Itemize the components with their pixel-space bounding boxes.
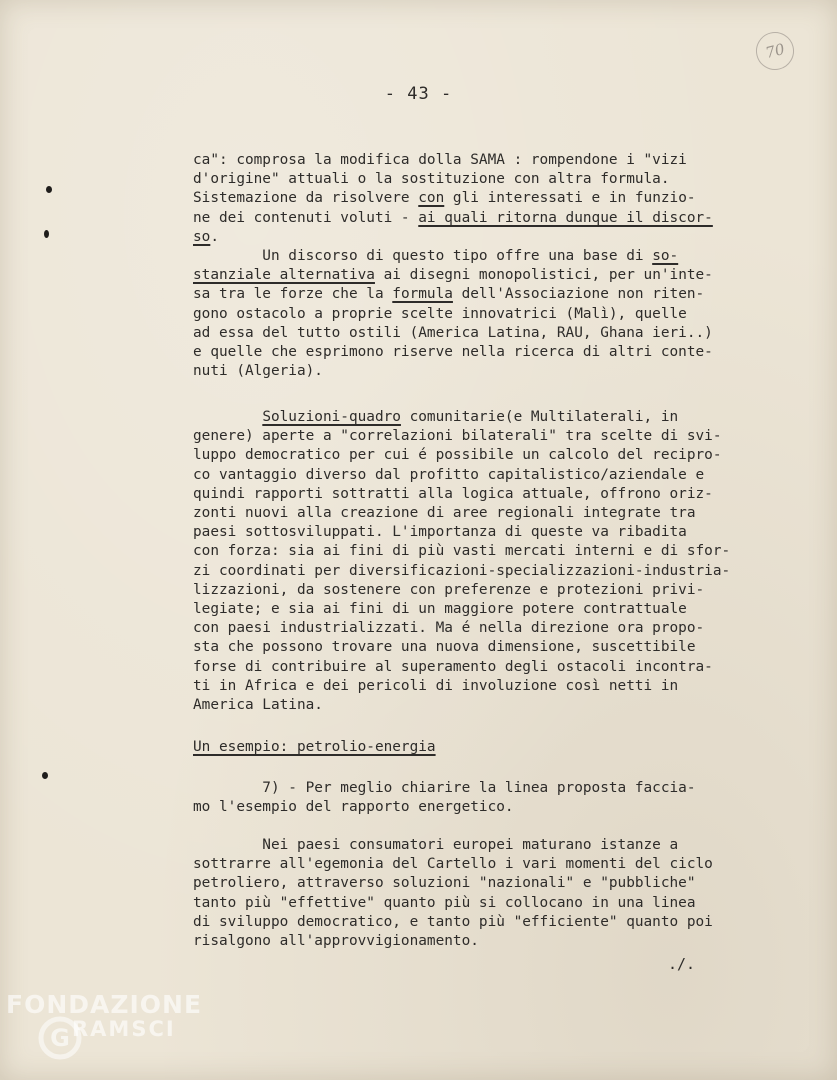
text-line xyxy=(193,247,823,266)
text-segment: ne dei contenuti voluti - xyxy=(193,209,419,226)
text-line xyxy=(193,658,823,677)
text-line xyxy=(193,523,823,542)
watermark-line-2: RAMSCI xyxy=(72,1017,176,1041)
underlined-text: con xyxy=(418,190,445,207)
text-line xyxy=(193,932,823,951)
text-line xyxy=(193,408,823,427)
text-line xyxy=(193,285,823,304)
text-segment: gli interessati e in funzio- xyxy=(444,190,696,207)
text-line xyxy=(193,305,823,324)
text-segment: co vantaggio diverso dal profitto capitalistico/aziendale e xyxy=(193,466,705,483)
text-segment: lizzazioni, da sostenere con preferenze e protezioni privi- xyxy=(193,581,705,598)
text-segment: Nei paesi consumatori europei maturano istanze a xyxy=(193,837,679,853)
text-line xyxy=(193,542,823,561)
text-segment: con paesi industrializzati. Ma é nella direzione ora propo- xyxy=(193,620,705,637)
underlined-text: ai quali ritorna dunque il discor- xyxy=(418,209,713,226)
text-line xyxy=(193,894,823,913)
page-continuation-mark: ./. xyxy=(668,955,696,973)
text-segment: d'origine" attuali o la sostituzione con altra formula. xyxy=(193,171,670,188)
text-segment: risalgono all'approvvigionamento. xyxy=(193,933,479,950)
underlined-text: Soluzioni-quadro xyxy=(262,409,401,425)
text-segment: paesi sottosviluppati. L'importanza di queste va ribadita xyxy=(193,524,687,541)
text-line xyxy=(193,677,823,696)
text-segment: di sviluppo democratico, e tanto più "efficiente" quanto poi xyxy=(193,913,713,930)
text-line xyxy=(193,466,823,485)
text-segment: America Latina. xyxy=(193,697,323,714)
text-line xyxy=(193,343,823,362)
text-segment xyxy=(193,409,262,425)
text-line xyxy=(193,619,823,638)
text-segment: mo l'esempio del rapporto energetico. xyxy=(193,799,514,816)
text-segment: con forza: sia ai fini di più vasti mercati interni e di sfor- xyxy=(193,543,731,560)
underlined-text: so- xyxy=(652,248,679,265)
text-line xyxy=(193,427,823,446)
text-segment: zonti nuovi alla creazione di aree regionali integrate tra xyxy=(193,505,696,522)
text-segment: sottrarre all'egemonia del Cartello i vari momenti del ciclo xyxy=(193,856,713,873)
underlined-text: stanziale alternativa xyxy=(193,267,375,284)
text-line xyxy=(193,913,823,932)
paragraph-4 xyxy=(193,836,823,951)
underlined-text: so xyxy=(193,228,211,245)
text-segment: legiate; e sia ai fini di un maggiore potere contrattuale xyxy=(193,601,687,618)
text-segment: zi coordinati per diversificazioni-specializzazioni-industria- xyxy=(193,562,731,579)
watermark-line-1: FONDAZIONE xyxy=(6,990,203,1019)
text-segment: tanto più "effettive" quanto più si collocano in una linea xyxy=(193,894,696,911)
text-line xyxy=(193,209,823,228)
text-segment: quindi rapporti sottratti alla logica attuale, offrono oriz- xyxy=(193,485,713,502)
watermark-ring-letter: G xyxy=(50,1024,70,1052)
text-segment: sta che possono trovare una nuova dimensione, suscettibile xyxy=(193,639,696,656)
paragraph-1 xyxy=(193,151,823,381)
text-segment: . xyxy=(210,228,219,245)
paragraph-2 xyxy=(193,408,823,715)
text-segment: sa tra le forze che la xyxy=(193,286,393,303)
text-line xyxy=(193,581,823,600)
text-segment: Sistemazione da risolvere xyxy=(193,190,419,207)
text-segment: Un discorso di questo tipo offre una base di xyxy=(193,248,653,265)
text-segment: 7) - Per meglio chiarire la linea proposta faccia- xyxy=(193,780,696,796)
fondazione-gramsci-watermark xyxy=(6,990,216,1070)
text-line xyxy=(193,266,823,285)
text-line xyxy=(193,638,823,657)
text-line xyxy=(193,836,823,855)
text-segment: gono ostacolo a proprie scelte innovatrici (Malì), quelle xyxy=(193,305,687,322)
text-line xyxy=(193,228,823,247)
text-segment: genere) aperte a "correlazioni bilaterali" tra scelte di svi- xyxy=(193,428,722,445)
text-segment: e quelle che esprimono riserve nella ricerca di altri conte- xyxy=(193,344,713,361)
text-line xyxy=(193,874,823,893)
text-segment: ad essa del tutto ostili (America Latina, RAU, Ghana ieri..) xyxy=(193,324,713,341)
underlined-text: formula xyxy=(392,286,453,303)
text-line xyxy=(193,779,823,798)
text-line xyxy=(193,855,823,874)
page-number: - 43 - xyxy=(384,84,453,104)
binder-hole-mark xyxy=(42,772,48,779)
binder-hole-mark xyxy=(44,230,49,238)
watermark-ring-icon xyxy=(36,1014,84,1062)
text-segment: ai disegni monopolistici, per un'inte- xyxy=(374,267,713,284)
text-line xyxy=(193,362,823,381)
text-segment: petroliero, attraverso soluzioni "nazionali" e "pubbliche" xyxy=(193,875,696,892)
archive-page-stamp: 70 xyxy=(752,28,798,74)
text-segment: dell'Associazione non riten- xyxy=(452,286,705,303)
underlined-text: Un esempio: petrolio-energia xyxy=(193,739,436,755)
text-line xyxy=(193,446,823,465)
text-segment: nuti (Algeria). xyxy=(193,363,323,380)
text-line xyxy=(193,798,823,817)
text-line xyxy=(193,738,823,757)
text-line xyxy=(193,324,823,343)
text-segment: luppo democratico per cui é possibile un calcolo del recipro- xyxy=(193,447,722,464)
text-line xyxy=(193,696,823,715)
text-line xyxy=(193,562,823,581)
section-heading xyxy=(193,738,823,757)
paragraph-3 xyxy=(193,779,823,817)
text-segment: ti in Africa e dei pericoli di involuzione così netti in xyxy=(193,677,679,694)
text-segment: comunitarie(e Multilaterali, in xyxy=(400,409,679,425)
text-segment: forse di contribuire al superamento degli ostacoli incontra- xyxy=(193,658,713,675)
binder-hole-mark xyxy=(46,186,52,193)
text-line xyxy=(193,170,823,189)
text-line xyxy=(193,151,823,170)
text-line xyxy=(193,485,823,504)
text-line xyxy=(193,189,823,208)
text-line xyxy=(193,600,823,619)
text-line xyxy=(193,504,823,523)
text-segment: ca": comprosa la modifica dolla SAMA : rompendone i "vizi xyxy=(193,152,687,168)
